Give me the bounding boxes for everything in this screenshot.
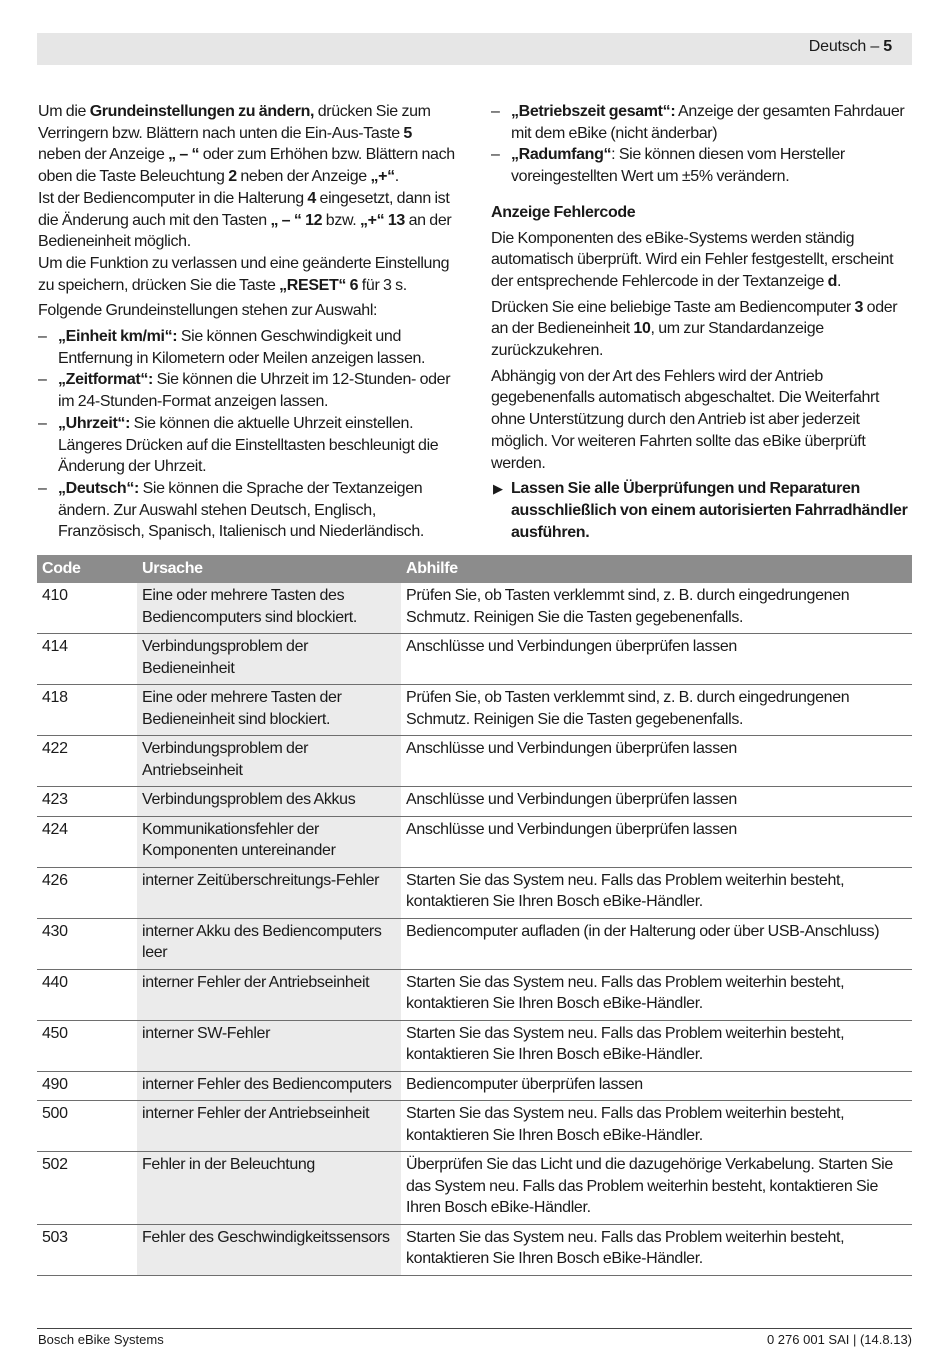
error-code-table (37, 555, 912, 1276)
table-header-row (37, 555, 912, 583)
table-row (37, 787, 912, 817)
paragraph-error-display: Die Komponenten des eBike-Systems werden ständig automatisch überprüft. Wird ein Fehler festgestellt, erscheint der entsprechende Fehlercode in der Textanzeige d. (491, 229, 894, 290)
cell-cause: interner Fehler der Antriebseinheit (137, 1101, 401, 1152)
section-heading: Anzeige Fehlercode (491, 203, 636, 221)
cell-code: 410 (37, 583, 137, 634)
column-header-remedy: Abhilfe (401, 555, 912, 583)
cell-cause: Verbindungsproblem des Akkus (137, 787, 401, 817)
cell-code: 426 (37, 867, 137, 918)
cell-cause: Fehler des Geschwindigkeitssensors (137, 1224, 401, 1275)
cell-code: 500 (37, 1101, 137, 1152)
list-item: – „Einheit km/mi“: Sie können Geschwindigkeit und Entfernung in Kilometern oder Meilen anzeigen lassen. (38, 326, 458, 369)
cell-code: 440 (37, 969, 137, 1020)
table-row (37, 1020, 912, 1071)
cell-code: 418 (37, 685, 137, 736)
column-header-cause: Ursache (137, 555, 401, 583)
cell-remedy: Anschlüsse und Verbindungen überprüfen lassen (401, 816, 912, 867)
footer-divider (37, 1328, 912, 1329)
cell-remedy: Starten Sie das System neu. Falls das Problem weiterhin besteht, kontaktieren Sie Ihren Bosch eBike-Händler. (401, 867, 912, 918)
column-header-code: Code (37, 555, 137, 583)
cell-cause: interner Zeitüberschreitungs-Fehler (137, 867, 401, 918)
cell-code: 423 (37, 787, 137, 817)
cell-cause: Verbindungsproblem der Antriebseinheit (137, 736, 401, 787)
table-row (37, 918, 912, 969)
cell-remedy: Bediencomputer überprüfen lassen (401, 1071, 912, 1101)
cell-remedy: Bediencomputer aufladen (in der Halterung oder über USB-Anschluss) (401, 918, 912, 969)
cell-remedy: Anschlüsse und Verbindungen überprüfen lassen (401, 736, 912, 787)
right-column (491, 101, 911, 543)
cell-code: 502 (37, 1152, 137, 1225)
footer-brand: Bosch eBike Systems (38, 1332, 164, 1347)
list-item: – „Deutsch“: Sie können die Sprache der Textanzeigen ändern. Zur Auswahl stehen Deutsch, Englisch, Französisch, Spanisch, Italienisch und Niederländisch. (38, 478, 458, 543)
settings-intro: Folgende Grundeinstellungen stehen zur Auswahl: (38, 302, 378, 320)
cell-remedy: Starten Sie das System neu. Falls das Problem weiterhin besteht, kontaktieren Sie Ihren Bosch eBike-Händler. (401, 1020, 912, 1071)
paragraph-return-standard: Drücken Sie eine beliebige Taste am Bediencomputer 3 oder an der Bedieneinheit 10, um zur Standardanzeige zurückzukehren. (491, 298, 898, 360)
table-row (37, 1152, 912, 1225)
header-language: Deutsch (808, 38, 867, 55)
cell-code: 490 (37, 1071, 137, 1101)
left-column (38, 101, 458, 543)
cell-cause: Kommunikationsfehler der Komponenten untereinander (137, 816, 401, 867)
cell-code: 450 (37, 1020, 137, 1071)
list-item: – „Radumfang“: Sie können diesen vom Hersteller voreingestellten Wert um ±5% verändern. (491, 144, 911, 187)
right-triangle-arrow-icon: ▶ (493, 481, 503, 497)
cell-remedy: Starten Sie das System neu. Falls das Problem weiterhin besteht, kontaktieren Sie Ihren Bosch eBike-Händler. (401, 1101, 912, 1152)
page-header (37, 33, 912, 65)
table-row (37, 1071, 912, 1101)
table-row (37, 736, 912, 787)
table-row (37, 685, 912, 736)
warning-note: ▶ Lassen Sie alle Überprüfungen und Reparaturen ausschließlich von einem autorisierten Fahrradhändler ausführen. (493, 480, 908, 541)
cell-code: 422 (37, 736, 137, 787)
table-row (37, 867, 912, 918)
list-item: – „Zeitformat“: Sie können die Uhrzeit im 12-Stunden- oder im 24-Stunden-Format anzeigen lassen. (38, 369, 458, 412)
table-row (37, 1224, 912, 1275)
cell-cause: interner Fehler der Antriebseinheit (137, 969, 401, 1020)
list-item: – „Betriebszeit gesamt“: Anzeige der gesamten Fahrdauer mit dem eBike (nicht änderbar) (491, 101, 911, 144)
header-page-label (809, 38, 892, 56)
cell-cause: interner Fehler des Bediencomputers (137, 1071, 401, 1101)
header-page-number: 5 (883, 38, 892, 55)
paragraph-change-settings: Um die Grundeinstellungen zu ändern, drücken Sie zum Verringern bzw. Blättern nach unten die Ein-Aus-Taste 5 neben der Anzeige „ – “ oder zum Erhöhen bzw. Blättern nach oben die Taste Beleuchtung 2 neben der Anzeige „+“. Ist der Bediencomputer in die Halterung 4 eingesetzt, dann ist die Änderung auch mit den Tasten „ – “ 12 bzw. „+“ 13 an der Bedieneinheit möglich. Um die Funktion zu verlassen und eine geänderte Einstellung zu speichern, drücken Sie die Taste „RESET“ 6 für 3 s. (38, 103, 455, 294)
cell-cause: interner Akku des Bediencomputers leer (137, 918, 401, 969)
cell-remedy: Anschlüsse und Verbindungen überprüfen lassen (401, 634, 912, 685)
cell-remedy: Prüfen Sie, ob Tasten verklemmt sind, z. B. durch eingedrungenen Schmutz. Reinigen Sie die Tasten gegebenenfalls. (401, 685, 912, 736)
header-separator: – (866, 38, 884, 55)
cell-code: 424 (37, 816, 137, 867)
cell-remedy: Überprüfen Sie das Licht und die dazugehörige Verkabelung. Starten Sie das System neu. Falls das Problem weiterhin besteht, kontaktieren Sie Ihren Bosch eBike-Händler. (401, 1152, 912, 1225)
cell-cause: Eine oder mehrere Tasten des Bediencomputers sind blockiert. (137, 583, 401, 634)
paragraph-drive-shutdown: Abhängig von der Art des Fehlers wird der Antrieb gegebenenfalls automatisch abgeschaltet. Die Weiterfahrt ohne Unterstützung durch den Antrieb ist aber jederzeit möglich. Vor weiteren Fahrten sollte das eBike überprüft werden. (491, 367, 880, 472)
table-row (37, 816, 912, 867)
table-row (37, 583, 912, 634)
table-row (37, 634, 912, 685)
cell-code: 414 (37, 634, 137, 685)
list-item: – „Uhrzeit“: Sie können die aktuelle Uhrzeit einstellen. Längeres Drücken auf die Einstelltasten beschleunigt die Änderung der Uhrzeit. (38, 413, 458, 478)
table-row (37, 969, 912, 1020)
cell-cause: Fehler in der Beleuchtung (137, 1152, 401, 1225)
cell-code: 503 (37, 1224, 137, 1275)
footer-doc-number: 0 276 001 SAI | (14.8.13) (766, 1332, 912, 1347)
cell-remedy: Prüfen Sie, ob Tasten verklemmt sind, z. B. durch eingedrungenen Schmutz. Reinigen Sie die Tasten gegebenenfalls. (401, 583, 912, 634)
cell-cause: Eine oder mehrere Tasten der Bedieneinheit sind blockiert. (137, 685, 401, 736)
cell-code: 430 (37, 918, 137, 969)
cell-cause: interner SW-Fehler (137, 1020, 401, 1071)
table-row (37, 1101, 912, 1152)
cell-remedy: Starten Sie das System neu. Falls das Problem weiterhin besteht, kontaktieren Sie Ihren Bosch eBike-Händler. (401, 1224, 912, 1275)
cell-remedy: Starten Sie das System neu. Falls das Problem weiterhin besteht, kontaktieren Sie Ihren Bosch eBike-Händler. (401, 969, 912, 1020)
cell-cause: Verbindungsproblem der Bedieneinheit (137, 634, 401, 685)
cell-remedy: Anschlüsse und Verbindungen überprüfen lassen (401, 787, 912, 817)
